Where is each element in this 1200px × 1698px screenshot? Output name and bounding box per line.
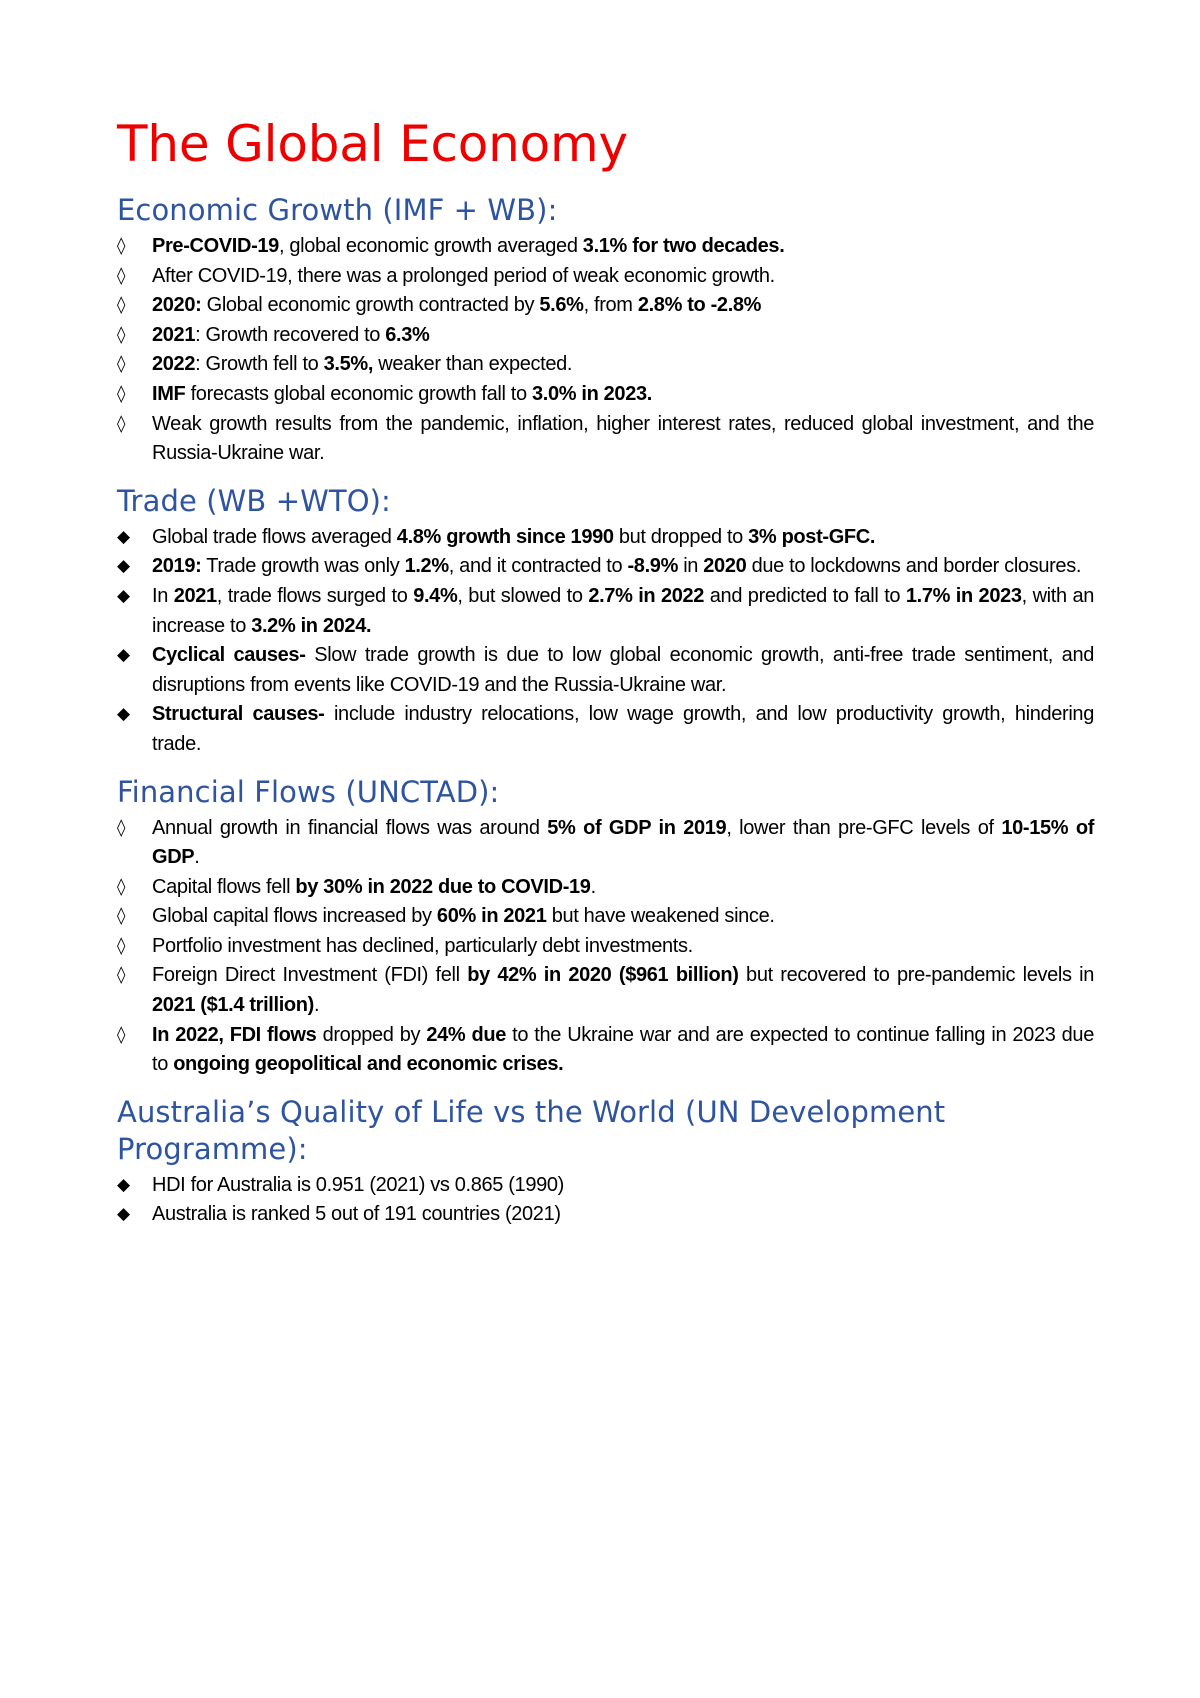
list-item — [117, 1200, 1094, 1230]
text: Global capital flows increased by — [152, 905, 437, 928]
hollow-diamond-icon: ◊ — [117, 413, 126, 434]
hollow-diamond-icon: ◊ — [117, 354, 126, 375]
bold-text: 9.4% — [413, 584, 458, 607]
bold-text: 3.5%, — [323, 353, 374, 376]
text: and predicted to fall to — [704, 584, 906, 607]
text: , trade flows surged to — [216, 584, 414, 607]
hollow-diamond-icon: ◊ — [117, 876, 126, 897]
list-item — [117, 961, 1094, 1020]
solid-diamond-icon: ◆ — [117, 526, 130, 547]
bullet-list — [117, 523, 1094, 760]
list-item — [117, 873, 1094, 903]
bullet-list — [117, 232, 1094, 469]
list-item — [117, 262, 1094, 292]
text: forecasts global economic growth fall to — [185, 382, 532, 405]
text: Slow trade growth is due to low global economic growth, anti-free trade sentiment, and disruptions from events like COVID-19 and the Russia-Ukraine war. — [152, 644, 1094, 696]
bold-text: Pre-COVID-19 — [152, 235, 279, 257]
bold-text: 2021 — [152, 323, 196, 346]
text: . — [194, 846, 200, 869]
hollow-diamond-icon: ◊ — [117, 965, 126, 986]
solid-diamond-icon: ◆ — [117, 1204, 130, 1225]
text: to the Ukraine war and are expected to continue falling in 2023 due to — [152, 1023, 1094, 1076]
sections-container — [117, 192, 1094, 1230]
hollow-diamond-icon: ◊ — [117, 236, 126, 256]
text: , from — [583, 294, 638, 317]
list-item — [117, 902, 1094, 932]
text: , with an increase to — [152, 584, 1094, 637]
text: , global economic growth averaged — [278, 235, 583, 257]
text: Capital flows fell — [152, 875, 296, 898]
bold-text: 2020: — [152, 294, 202, 317]
list-item — [117, 232, 1094, 262]
text: Foreign Direct Investment (FDI) fell — [152, 964, 468, 987]
bold-text: Cyclical causes- — [152, 644, 306, 667]
list-item — [117, 291, 1094, 321]
bold-text: 2.7% in 2022 — [588, 584, 705, 607]
list-item — [117, 350, 1094, 380]
list-item — [117, 523, 1094, 553]
list-item — [117, 700, 1094, 759]
section-financial-flows — [117, 774, 1094, 1080]
bold-text: IMF — [152, 382, 186, 405]
list-item — [117, 552, 1094, 582]
list-item — [117, 321, 1094, 351]
bold-text: 5.6% — [539, 294, 584, 317]
bold-text: -8.9% — [627, 555, 678, 578]
bold-text: by 42% in 2020 ($961 billion) — [467, 964, 739, 987]
hollow-diamond-icon: ◊ — [117, 324, 126, 345]
bold-text: by 30% in 2022 due to COVID-19 — [295, 875, 591, 898]
hollow-diamond-icon: ◊ — [117, 935, 126, 956]
text: include industry relocations, low wage growth, and low productivity growth, hindering trade. — [152, 703, 1094, 755]
list-item — [117, 582, 1094, 641]
bold-text: 1.2% — [404, 555, 449, 578]
bold-text: 6.3% — [385, 323, 430, 346]
solid-diamond-icon: ◆ — [117, 585, 130, 606]
hollow-diamond-icon: ◊ — [117, 817, 126, 838]
hollow-diamond-icon: ◊ — [117, 383, 126, 404]
text: , but slowed to — [457, 584, 589, 607]
text: but dropped to — [613, 525, 749, 548]
list-item — [117, 410, 1094, 469]
bold-text: In 2022, FDI flows — [152, 1023, 317, 1046]
text: . — [313, 994, 320, 1017]
section-heading: Trade (WB +WTO): — [117, 483, 391, 518]
text: : Growth fell to — [195, 353, 324, 376]
list-item — [117, 380, 1094, 410]
document-page — [117, 112, 1094, 1244]
bold-text: 2021 — [173, 584, 217, 607]
bold-text: 60% in 2021 — [436, 905, 547, 928]
text: due to lockdowns and border closures. — [746, 555, 1082, 578]
text: Portfolio investment has declined, particularly debt investments. — [152, 934, 693, 957]
bold-text: 24% due — [426, 1023, 506, 1046]
list-item — [117, 814, 1094, 873]
text: HDI for Australia is 0.951 (2021) vs 0.865 (1990) — [152, 1173, 564, 1196]
text: After COVID-19, there was a prolonged period of weak economic growth. — [152, 264, 775, 287]
section-economic-growth — [117, 192, 1094, 469]
hollow-diamond-icon: ◊ — [117, 906, 126, 927]
solid-diamond-icon: ◆ — [117, 704, 130, 725]
bold-text: 3.0% in 2023. — [531, 382, 652, 405]
bold-text: 10-15% of GDP — [152, 816, 1095, 869]
text: Trade growth was only — [201, 555, 405, 578]
bullet-list — [117, 1171, 1094, 1230]
text: weaker than expected. — [373, 353, 573, 376]
list-item — [117, 932, 1094, 962]
text: , and it contracted to — [448, 555, 628, 578]
bold-text: ongoing geopolitical and economic crises. — [173, 1053, 564, 1076]
bold-text: Structural causes- — [152, 703, 325, 726]
section-heading: Financial Flows (UNCTAD): — [117, 774, 500, 809]
bold-text: 2.8% to -2.8% — [637, 294, 762, 317]
list-item — [117, 1021, 1094, 1080]
bold-text: 5% of GDP in 2019 — [547, 816, 727, 839]
section-heading: Economic Growth (IMF + WB): — [117, 193, 558, 227]
document-title: The Global Economy — [117, 115, 628, 173]
text: : Growth recovered to — [195, 323, 386, 346]
section-trade — [117, 483, 1094, 760]
solid-diamond-icon: ◆ — [117, 1174, 130, 1195]
text: Global economic growth contracted by — [201, 294, 540, 317]
solid-diamond-icon: ◆ — [117, 556, 130, 577]
bold-text: 1.7% in 2023 — [905, 584, 1022, 607]
bold-text: 2021 ($1.4 trillion) — [152, 994, 314, 1017]
bold-text: 2019: — [152, 555, 202, 578]
text: Global trade flows averaged — [152, 525, 397, 548]
section-heading: Australia’s Quality of Life vs the World (UN Development Programme): — [117, 1094, 946, 1166]
text: but have weakened since. — [546, 905, 775, 928]
text: but recovered to pre-pandemic levels in — [738, 964, 1094, 987]
text: Annual growth in financial flows was around — [152, 816, 548, 839]
solid-diamond-icon: ◆ — [117, 645, 130, 666]
hollow-diamond-icon: ◊ — [117, 1024, 126, 1045]
text: Australia is ranked 5 out of 191 countries (2021) — [152, 1203, 561, 1226]
bold-text: 3.1% for two decades. — [582, 235, 785, 257]
text: Weak growth results from the pandemic, inflation, higher interest rates, reduced global investment, and the Russia-Ukraine war. — [152, 412, 1094, 465]
text: In — [152, 584, 174, 607]
section-australia-quality-of-life — [117, 1094, 1094, 1230]
hollow-diamond-icon: ◊ — [117, 265, 126, 286]
bold-text: 2020 — [703, 555, 747, 578]
text: dropped by — [316, 1023, 427, 1046]
list-item — [117, 641, 1094, 700]
bold-text: 4.8% growth since 1990 — [396, 525, 614, 548]
bold-text: 3% post-GFC. — [748, 525, 876, 548]
list-item — [117, 1171, 1094, 1201]
text: . — [590, 875, 596, 898]
bold-text: 2022 — [152, 353, 196, 376]
bold-text: 3.2% in 2024. — [251, 614, 372, 637]
text: , lower than pre-GFC levels of — [726, 816, 1002, 839]
bullet-list — [117, 814, 1094, 1080]
hollow-diamond-icon: ◊ — [117, 295, 126, 316]
text: in — [678, 555, 704, 578]
